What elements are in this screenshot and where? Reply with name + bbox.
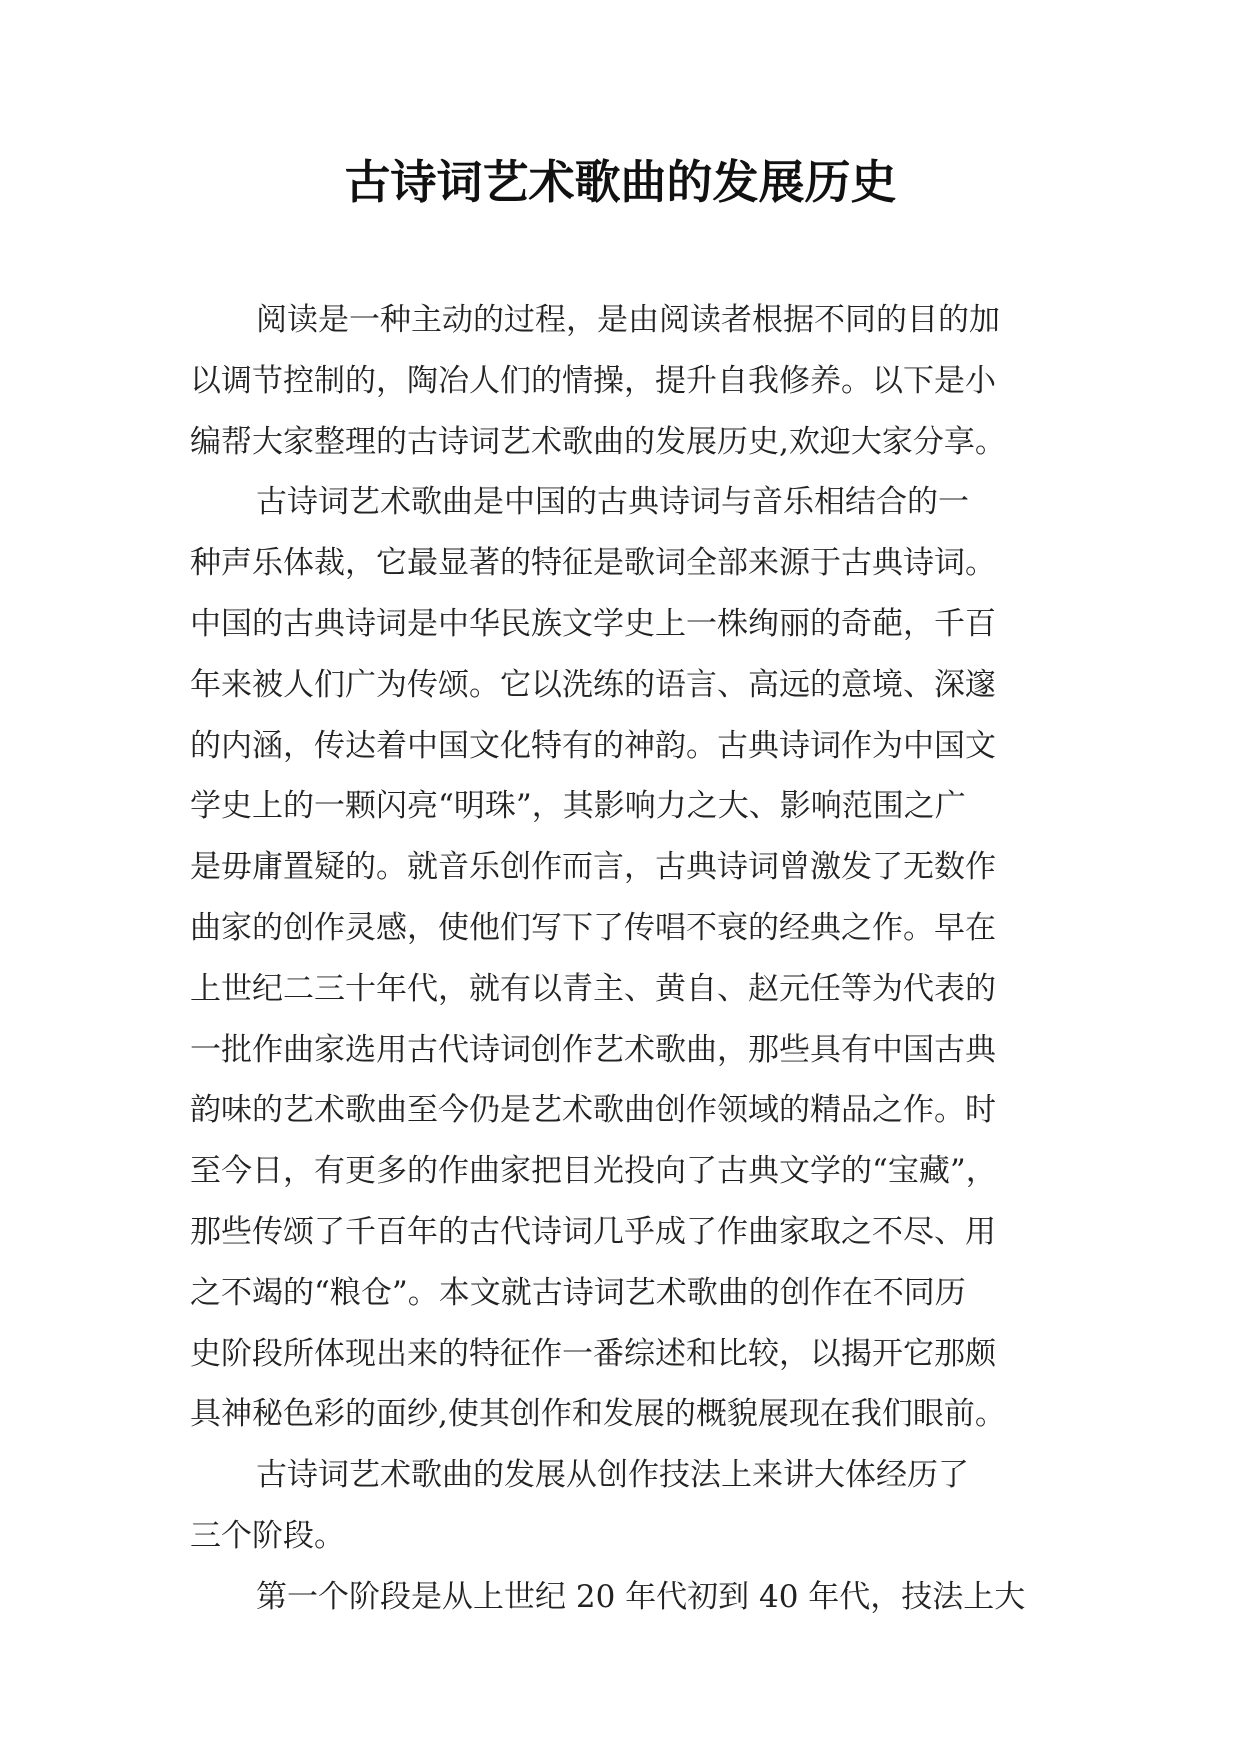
text-line: 至今日，有更多的作曲家把目光投向了古典文学的“宝藏”， <box>190 1153 997 1190</box>
paragraph-stages <box>190 1445 1070 1567</box>
text-line: 一批作曲家选用古代诗词创作艺术歌曲，那些具有中国古典 <box>190 1031 996 1068</box>
text-line: 是毋庸置疑的。就音乐创作而言，古典诗词曾激发了无数作 <box>190 849 996 886</box>
text-line: 以调节控制的，陶冶人们的情操，提升自我修养。以下是小 <box>190 362 996 399</box>
text-line: 之不竭的“粮仓”。本文就古诗词艺术歌曲的创作在不同历 <box>190 1274 966 1311</box>
text-line: 曲家的创作灵感，使他们写下了传唱不衰的经典之作。早在 <box>190 909 996 946</box>
text-line: 古诗词艺术歌曲的发展从创作技法上来讲大体经历了 <box>256 1457 969 1494</box>
text-line: 种声乐体裁，它最显著的特征是歌词全部来源于古典诗词。 <box>190 545 996 582</box>
paragraph-overview <box>190 472 1070 1445</box>
text-line: 韵味的艺术歌曲至今仍是艺术歌曲创作领域的精品之作。时 <box>190 1092 996 1129</box>
document-body <box>190 290 1070 1628</box>
text-line: 中国的古典诗词是中华民族文学史上一株绚丽的奇葩，千百 <box>190 605 996 642</box>
text-line: 年来被人们广为传颂。它以洗练的语言、高远的意境、深邃 <box>190 666 996 703</box>
text-line: 阅读是一种主动的过程，是由阅读者根据不同的目的加 <box>256 302 1000 338</box>
paragraph-intro <box>190 290 1070 472</box>
text-line: 编帮大家整理的古诗词艺术歌曲的发展历史,欢迎大家分享。 <box>190 423 1006 460</box>
text-line: 具神秘色彩的面纱,使其创作和发展的概貌展现在我们眼前。 <box>190 1396 1006 1433</box>
text-line: 那些传颂了千百年的古代诗词几乎成了作曲家取之不尽、用 <box>190 1213 996 1250</box>
text-line: 的内涵，传达着中国文化特有的神韵。古典诗词作为中国文 <box>190 727 996 764</box>
paragraph-first-stage <box>190 1567 1070 1628</box>
text-line: 古诗词艺术歌曲是中国的古典诗词与音乐相结合的一 <box>256 484 969 521</box>
text-line: 学史上的一颗闪亮“明珠”，其影响力之大、影响范围之广 <box>190 788 966 825</box>
text-line: 三个阶段。 <box>190 1517 345 1554</box>
text-line: 第一个阶段是从上世纪 20 年代初到 40 年代，技法上大 <box>256 1578 1026 1615</box>
document-title: 古诗词艺术歌曲的发展历史 <box>344 155 897 209</box>
text-line: 史阶段所体现出来的特征作一番综述和比较，以揭开它那颇 <box>190 1335 996 1372</box>
text-line: 上世纪二三十年代，就有以青主、黄自、赵元任等为代表的 <box>190 970 996 1007</box>
